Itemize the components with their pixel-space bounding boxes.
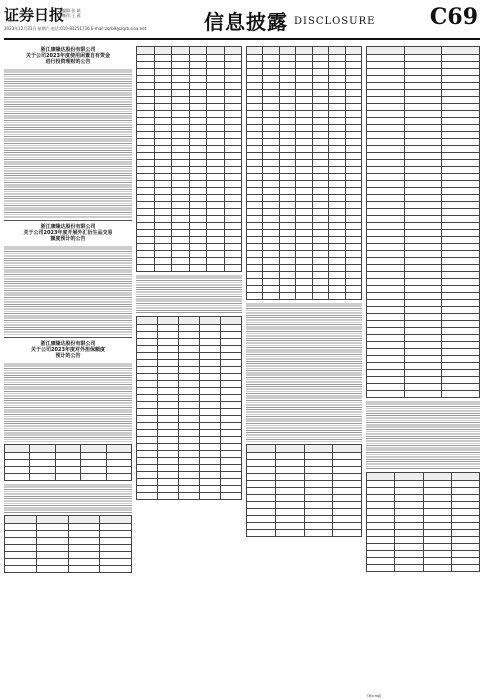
- section-title-english: DISCLOSURE: [294, 16, 376, 27]
- divider: [4, 220, 132, 221]
- continued-note: 下转C70版: [366, 694, 381, 698]
- date-contact-line: 2023年12月31日 星期六 电话:010-83251716 E-mail:zqrb9@zqrb.sina.net: [4, 26, 147, 31]
- data-table: [246, 444, 362, 537]
- announcement-heading: 浙江康隆达股份有限公司 关于公司2023年度使用闲置自有资金 进行投资理财的公告: [26, 47, 110, 65]
- section-title: 信息披露: [204, 10, 288, 34]
- data-table: [246, 46, 362, 300]
- announcement-body: [4, 483, 132, 513]
- data-table: [136, 316, 242, 500]
- data-table: [366, 472, 480, 572]
- data-table: [4, 444, 132, 481]
- table-note: [136, 274, 242, 314]
- announcement-body: [4, 362, 132, 442]
- newspaper-logo: 证券日报: [4, 6, 65, 24]
- announcement-heading: 浙江康隆达股份有限公司 关于公司2023年度对外担保额度 预计的公告: [31, 341, 105, 359]
- announcement-body: [246, 302, 362, 442]
- producer-line: 制作:王 燕: [62, 13, 81, 18]
- announcement-heading: 浙江康隆达股份有限公司 关于公司2023年度开展外汇衍生品交易 额度预计的公告: [23, 224, 113, 242]
- column-2: [136, 44, 242, 502]
- editor-line: 编辑:张 斌: [62, 8, 81, 13]
- column-3: [246, 44, 362, 539]
- data-table: [136, 46, 242, 272]
- data-table: [4, 515, 132, 573]
- masthead: [4, 4, 480, 40]
- data-table: [366, 46, 480, 398]
- announcement-body: [366, 400, 480, 470]
- announcement-body: [4, 68, 132, 218]
- page-number: C69: [429, 4, 478, 30]
- masthead-rule: [4, 38, 480, 40]
- column-1: [4, 44, 132, 575]
- edition-info: [62, 8, 81, 18]
- announcement-body: [4, 245, 132, 335]
- divider: [4, 337, 132, 338]
- column-4: [366, 44, 480, 574]
